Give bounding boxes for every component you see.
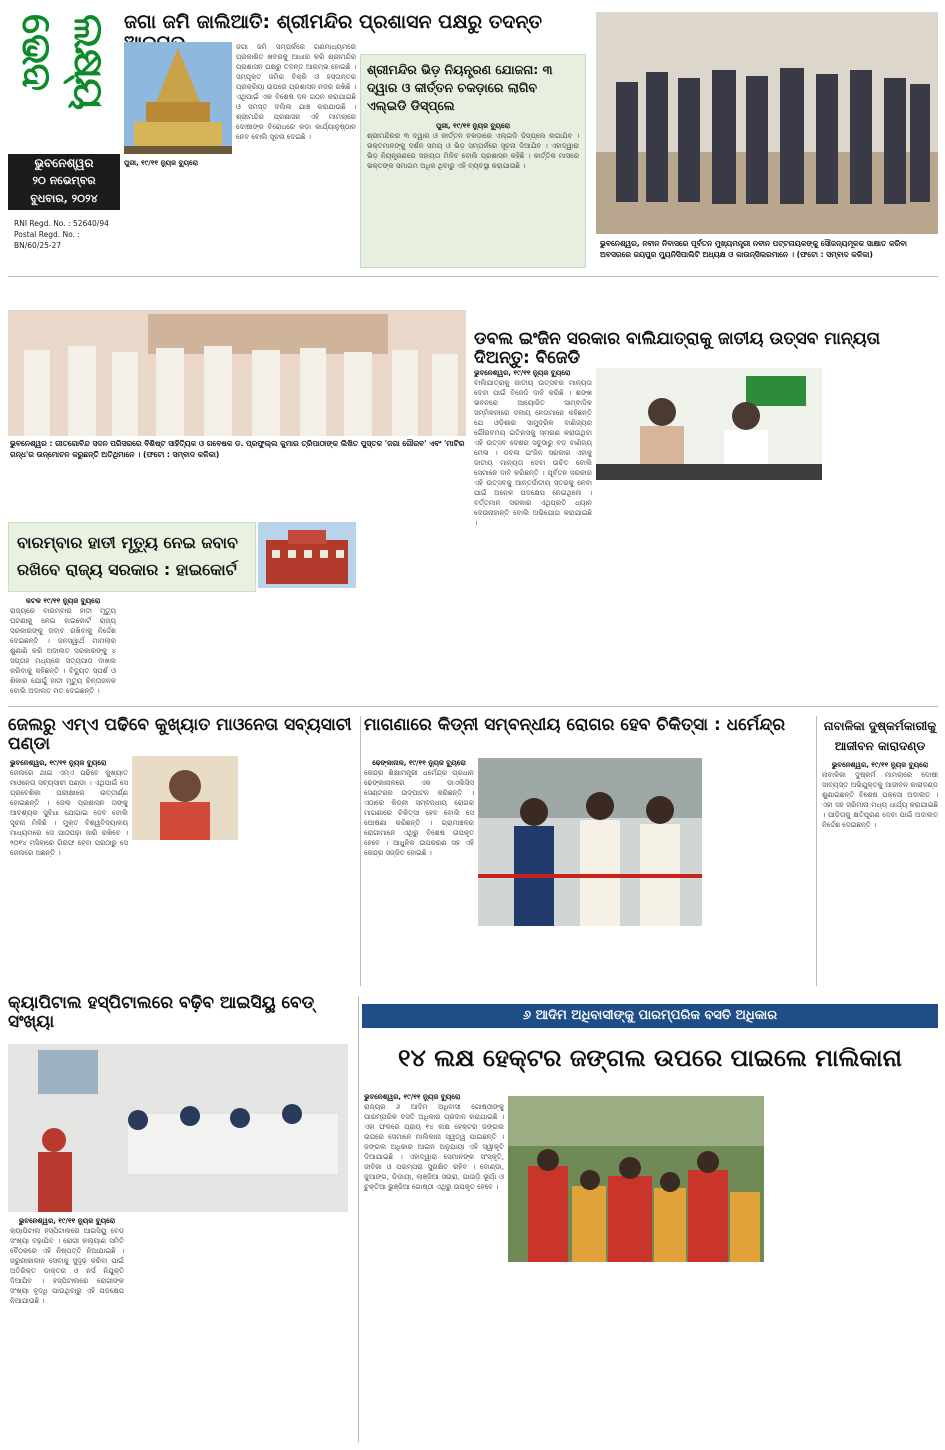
story9-kicker-bar — [362, 1004, 938, 1028]
story3-body-col1: ଭୁବନେଶ୍ୱର, ୧୯/୧୧ ନ୍ୟୁଜ ବ୍ୟୁରୋ ବାଲିଯାତ୍ରାକୁ ଜାତୀୟ ଉତ୍ସବର ମାନ୍ୟତା ଦେବା ପାଇଁ ବିଜେଡି ଦାବି କରିଛି । ଶଙ୍ଖ ଭବନରେ ଆୟୋଜିତ ସାମ୍ବାଦିକ ସମ୍ମିଳନୀରେ ଦଳୀୟ ନେତାମାନେ କହିଛନ୍ତି ଯେ ଓଡ଼ିଶାର ସାମୁଦ୍ରିକ ବାଣିଜ୍ୟର ଗୌରବମୟ ଇତିହାସକୁ ସ୍ମରଣ କରାଉଥିବା ଏହି ଉତ୍ସବ ଦେଶର ସବୁଠାରୁ ବଡ଼ ବାଣିଜ୍ୟ ମେଳା । ଡବଲ ଇଂଜିନ ସରକାର ଏହାକୁ ଜାତୀୟ ମାନ୍ୟତା ଦେବା ଉଚିତ ବୋଲି ସେମାନେ ଦାବି କରିଛନ୍ତି । ପୂର୍ବତନ ସରକାର ଏହି ଉତ୍ସବକୁ ଆନ୍ତର୍ଜାତୀୟ ସ୍ତରକୁ ନେବା ପାଇଁ ଅନେକ ପଦକ୍ଷେପ ନେଇଥିଲେ । ବର୍ତ୍ତମାନ ସରକାର ଏଥିପ୍ରତି ଧ୍ୟାନ ଦେଉନାହାନ୍ତି ବୋଲି ଅଭିଯୋଗ କରାଯାଇଛି । — [474, 369, 592, 527]
story3-headline: ଡବଲ ଇଂଜିନ ସରକାର ବାଲିଯାତ୍ରାକୁ ଜାତୀୟ ଉତ୍ସବ ମାନ୍ୟତା ଦିଅନ୍ତୁ: ବିଜେଡି — [474, 329, 881, 368]
story4-dateline: କଟକ ୧୯/୧୧ ନ୍ୟୁଜ ବ୍ୟୁରୋ — [25, 597, 101, 605]
masthead-date: ୨୦ ନଭେମ୍ବର — [32, 174, 96, 187]
group-photo-naveen-niwas — [596, 12, 938, 234]
masthead-day: ବୁଧବାର, ୨୦୨୪ — [30, 192, 98, 205]
masthead-logo: ଲକ୍ଷ୍ୟ ଭେଦ — [13, 14, 111, 109]
story8-body-col1: ଭୁବନେଶ୍ୱର, ୧୯/୧୧ ନ୍ୟୁଜ ବ୍ୟୁରୋ କ୍ୟାପିଟାଲ ହସ୍ପିଟାଲରେ ଆଇସିୟୁ ବେଡ୍ ସଂଖ୍ୟା ବଢ଼ାଯିବ । ରୋଗୀ କଲ୍ୟାଣ ସମିତି ବୈଠକରେ ଏହି ନିଷ୍ପତ୍ତି ନିଆଯାଇଛି । ଜରୁରୀକାଳୀନ ସେବାକୁ ସୁଦୃଢ଼ କରିବା ପାଇଁ ଅତିରିକ୍ତ ଡାକ୍ତର ଓ ନର୍ସ ନିଯୁକ୍ତି ଦିଆଯିବ । ହସ୍ପିଟାଲରେ ରୋଗୀଙ୍କ ସଂଖ୍ୟା ବୃଦ୍ଧି ପାଉଥିବାରୁ ଏହି ପଦକ୍ଷେପ ନିଆଯାଉଛି । — [10, 1217, 124, 1305]
story7-headline: ନାବାଳିକା ଦୁଷ୍କର୍ମକାରୀକୁ ଆଜୀବନ କାରାଦଣ୍ଡ — [823, 719, 937, 753]
story7-dateline: ଭୁବନେଶ୍ୱର, ୧୯/୧୧ ନ୍ୟୁଜ ବ୍ୟୁରୋ — [831, 761, 929, 769]
story8-body-col3 — [244, 1216, 356, 1440]
story9-headline: ୧୪ ଲକ୍ଷ ହେକ୍ଟର ଜଙ୍ଗଲ ଉପରେ ପାଇଲେ ମାଲିକାନା — [398, 1044, 902, 1072]
story6-dateline: ଢେଙ୍କାନାଳ, ୧୯/୧୧ ନ୍ୟୁଜ ବ୍ୟୁରୋ — [372, 759, 466, 767]
story8-headline: କ୍ୟାପିଟାଲ ହସ୍ପିଟାଲରେ ବଢ଼ିବ ଆଇସିୟୁ ବେଡ୍ ସଂଖ୍ୟା — [8, 993, 315, 1032]
story2-dateline: ପୁରୀ, ୧୯/୧୧ ନ୍ୟୁଜ ବ୍ୟୁରୋ — [435, 122, 511, 130]
sabyasachi-panda-photo — [132, 756, 238, 840]
story9-body-col3 — [636, 1266, 764, 1440]
masthead-place: ଭୁବନେଶ୍ୱର — [34, 156, 94, 170]
story5-headline: ଜେଲରୁ ଏମ୍‌ଏ ପଢିବେ କୁଖ୍ୟାତ ମାଓନେତା ସବ୍ୟସାଚୀ ପଣ୍ଡା — [8, 715, 352, 754]
story1-dateline: ପୁରୀ, ୧୯/୧୧ ନ୍ୟୁଜ ବ୍ୟୁରୋ — [124, 159, 199, 167]
story3-body-col3 — [712, 486, 822, 702]
divider — [360, 716, 361, 986]
divider — [8, 706, 938, 707]
story4-body-col4 — [360, 524, 468, 700]
story6-body-col1: ଢେଙ୍କାନାଳ, ୧୯/୧୧ ନ୍ୟୁଜ ବ୍ୟୁରୋ କେନ୍ଦ୍ର ଶିକ୍ଷାମନ୍ତ୍ରୀ ଧର୍ମେନ୍ଦ୍ର ପ୍ରଧାନ ଢେଙ୍କାନାଳରେ ଏକ ଡାଏଲିସିସ ସେଣ୍ଟରର ଉଦ୍‌ଘାଟନ କରିଛନ୍ତି । ଏଠାରେ କିଡ୍‌ନୀ ସମ୍ବନ୍ଧୀୟ ରୋଗର ମାଗଣାରେ ଚିକିତ୍ସା ହେବ ବୋଲି ସେ ଘୋଷଣା କରିଛନ୍ତି । ଗ୍ରାମାଞ୍ଚଳର ରୋଗୀମାନେ ଏଥିରୁ ବିଶେଷ ଉପକୃତ ହେବେ । ଆଧୁନିକ ଉପକରଣ ସହ ଏହି କେନ୍ଦ୍ର ସଜ୍ଜିତ ହୋଇଛି । — [364, 759, 474, 857]
story5-body-col1: ଭୁବନେଶ୍ୱର, ୧୯/୧୧ ନ୍ୟୁଜ ବ୍ୟୁରୋ ଜେଲରେ ଥାଇ ଏମ୍‌ଏ ପଢିବେ କୁଖ୍ୟାତ ମାଓନେତା ସବ୍ୟସାଚୀ ପଣ୍ଡା । ଏଥିପାଇଁ ସେ ପ୍ରବେଶିକା ପରୀକ୍ଷାରେ ଉତ୍ତୀର୍ଣ୍ଣ ହୋଇଛନ୍ତି । ଜେଲ ପ୍ରଶାସନ ତାଙ୍କୁ ଆବଶ୍ୟକ ସୁବିଧା ଯୋଗାଇ ଦେବ ବୋଲି ସୂଚନା ମିଳିଛି । ମୁକ୍ତ ବିଶ୍ୱବିଦ୍ୟାଳୟ ମାଧ୍ୟମରେ ସେ ପାଠପଢ଼ା ଜାରି ରଖିବେ । ୨୦୧୪ ମସିହାରେ ଗିରଫ ହେବା ପରଠାରୁ ସେ ଜେଲରେ ଅଛନ୍ତି । — [10, 759, 128, 857]
photo2-caption: ଭୁବନେଶ୍ୱର : ଗୀତଗୋବିନ୍ଦ ସଦନ ପରିସରରେ ବିଶିଷ୍ଟ ସାହିତ୍ୟିକ ଓ ଗବେଷକ ଡ. ପ୍ରଫୁଲ୍ଲ କୁମାର ତ୍ରିପାଠୀଙ୍କ ଲିଖିତ ପୁସ୍ତକ 'ଜଗା ଗୌରବ' ଏବଂ 'ମାଟିର ଗନ୍ଧ'ର ଉନ୍ମୋଚନ କରୁଛନ୍ତି ଅତିଥିମାନେ । (ଫଟୋ : ସମ୍ବାଦ କଳିକା) — [10, 439, 465, 459]
story4-body-col1: କଟକ ୧୯/୧୧ ନ୍ୟୁଜ ବ୍ୟୁରୋ ରାଜ୍ୟରେ ବାରମ୍ବାର ହାତୀ ମୃତ୍ୟୁ ଘଟଣାକୁ ନେଇ ହାଇକୋର୍ଟ ରାଜ୍ୟ ସରକାରଙ୍କୁ ଜବାବ ରଖିବାକୁ ନିର୍ଦ୍ଦେଶ ଦେଇଛନ୍ତି । ଜନସ୍ୱାର୍ଥ ମାମଲାର ଶୁଣାଣି କରି ଅଦାଲତ ସରକାରଙ୍କୁ ୪ ସପ୍ତାହ ମଧ୍ୟରେ ସତ୍ୟପାଠ ଦାଖଲ କରିବାକୁ କହିଛନ୍ତି । ବିଦ୍ୟୁତ ସ୍ପର୍ଶ ଓ ଶିକାର ଯୋଗୁଁ ହାତୀ ମୃତ୍ୟୁ ଚିନ୍ତାଜନକ ବୋଲି ଅଦାଲତ ମତ ଦେଇଛନ୍ତି । — [10, 597, 116, 695]
story9-body-col2 — [508, 1266, 632, 1440]
temple-photo — [124, 42, 232, 154]
story5-dateline: ଭୁବନେଶ୍ୱର, ୧୯/୧୧ ନ୍ୟୁଜ ବ୍ୟୁରୋ — [10, 759, 107, 767]
story1-body-col2 — [124, 158, 356, 268]
story5-body-col2 — [244, 758, 358, 984]
story2-body: ପୁରୀ, ୧୯/୧୧ ନ୍ୟୁଜ ବ୍ୟୁରୋ ଶ୍ରୀମନ୍ଦିରର ୩ ଦ୍ୱାର ଓ କୀର୍ତ୍ତନ ଚକଡ଼ାରେ ଏଲ୍‌ଇଡି ଡିସ୍‌ପ୍ଲେ ଲଗାଯିବ । ଭକ୍ତମାନଙ୍କୁ ଦର୍ଶନ ସମୟ ଓ ଭିଡ଼ ସମ୍ପର୍କରେ ସୂଚନା ଦିଆଯିବ । ଏହାଦ୍ୱାରା ଭିଡ଼ ନିୟନ୍ତ୍ରଣରେ ସହାୟତା ମିଳିବ ବୋଲି ପ୍ରଶାସନ କହିଛି । କାର୍ତ୍ତିକ ମାସରେ ଭକ୍ତଙ୍କ ସମାଗମ ଅଧିକ ଥିବାରୁ ଏହି ବ୍ୟବସ୍ଥା କରାଯାଉଛି । — [367, 122, 579, 170]
story7-body: ଭୁବନେଶ୍ୱର, ୧୯/୧୧ ନ୍ୟୁଜ ବ୍ୟୁରୋ ନାବାଳିକା ଦୁଷ୍କର୍ମ ମାମଲାରେ ଦୋଷୀ ସାବ୍ୟସ୍ତ ଅଭିଯୁକ୍ତକୁ ଆଜୀବନ କାରାଦଣ୍ଡ ଶୁଣାଇଛନ୍ତି ବିଶେଷ ପକ୍ସୋ ଅଦାଲତ । ଏହା ସହ ଜରିମାନା ମଧ୍ୟ ଧାର୍ଯ୍ୟ କରାଯାଇଛି । ପୀଡ଼ିତାକୁ କ୍ଷତିପୂରଣ ଦେବା ପାଇଁ ଅଦାଲତ ନିର୍ଦ୍ଦେଶ ଦେଇଛନ୍ତି । — [822, 761, 938, 829]
divider — [8, 276, 938, 277]
story4-body-col3 — [242, 596, 356, 698]
story9-dateline: ଭୁବନେଶ୍ୱର, ୧୯/୧୧ ନ୍ୟୁଜ ବ୍ୟୁରୋ — [364, 1093, 461, 1101]
story9-body-col4 — [768, 1092, 938, 1440]
story9-body-col1: ଭୁବନେଶ୍ୱର, ୧୯/୧୧ ନ୍ୟୁଜ ବ୍ୟୁରୋ ରାଜ୍ୟର ୬ ଆଦିମ ଅଧିବାସୀ ଗୋଷ୍ଠୀଙ୍କୁ ପାରମ୍ପରିକ ବସତି ଅଧିକାର ପ୍ରଦାନ କରାଯାଇଛି । ଏହା ଫଳରେ ପ୍ରାୟ ୧୪ ଲକ୍ଷ ହେକ୍ଟର ଜଙ୍ଗଲ ଉପରେ ସେମାନେ ମାଲିକାନା ସ୍ୱତ୍ୱ ପାଇଛନ୍ତି । ଜଙ୍ଗଲ ଅଧିକାର ଆଇନ ଅନୁଯାୟୀ ଏହି ସ୍ୱୀକୃତି ଦିଆଯାଇଛି । ଏହାଦ୍ୱାରା ସେମାନଙ୍କ ସଂସ୍କୃତି, ଜୀବିକା ଓ ପରମ୍ପରା ସୁରକ୍ଷିତ ରହିବ । ବୋଣ୍ଡା, ଜୁଆଙ୍ଗ, ଡିଡାୟୀ, ଲାଞ୍ଜିଆ ସଉରା, ପାଉଡ଼ି ଭୂୟାଁ ଓ ଚୁକ୍ତିଆ ଭୁଞ୍ଜିଆ ଗୋଷ୍ଠୀ ଏଥିରୁ ଉପକୃତ ହେବେ । — [364, 1093, 504, 1191]
story6-headline: ମାଗଣାରେ କିଡ୍‌ନୀ ସମ୍ବନ୍ଧୀୟ ରୋଗର ହେବ ଚିକିତ୍ସା : ଧର୍ମେନ୍ଦ୍ର — [364, 715, 786, 735]
dialysis-inauguration-photo — [478, 758, 702, 926]
story5-body-col3 — [132, 844, 238, 984]
story2-headline: ଶ୍ରୀମନ୍ଦିର ଭିଡ଼ ନିୟନ୍ତ୍ରଣ ଯୋଜନା: ୩ ଦ୍ୱାର ଓ କୀର୍ତ୍ତନ ଚକଡ଼ାରେ ଲାଗିବ ଏଲ୍‌ଇଡି ଡିସ୍‌ପ୍ଲେ — [367, 62, 553, 113]
story3-body-col2 — [596, 486, 708, 702]
masthead — [8, 8, 120, 270]
story3-dateline: ଭୁବନେଶ୍ୱର, ୧୯/୧୧ ନ୍ୟୁଜ ବ୍ୟୁରୋ — [474, 369, 571, 377]
story4-headline: ବାରମ୍ବାର ହାତୀ ମୃତ୍ୟୁ ନେଇ ଜବାବ ରଖିବେ ରାଜ୍ୟ ସରକାର : ହାଇକୋର୍ଟ — [17, 533, 238, 579]
book-release-photo — [8, 310, 466, 436]
photo1-caption: ଭୁବନେଶ୍ୱର, ନବୀନ ନିବାସରେ ପୂର୍ବତନ ମୁଖ୍ୟମନ୍ତ୍ରୀ ନବୀନ ପଟ୍ଟନାୟକଙ୍କୁ ସୌଜନ୍ୟମୂଳକ ସାକ୍ଷାତ କରିବା ଅବସରରେ ଜୟପୁର ମ୍ୟୁନିସିପାଲିଟି ଅଧ୍ୟକ୍ଷ ଓ କାଉନ୍‌ସିଲରମାନେ । (ଫଟୋ : ସମ୍ବାଦ କଳିକା) — [600, 239, 908, 259]
masthead-date-box — [8, 154, 120, 210]
story6-body-col4 — [706, 758, 814, 984]
divider — [358, 996, 359, 1442]
story6-body-col3 — [592, 930, 702, 984]
story1-headline: ଜଗା ଜମି ଜାଲିଆତି: ଶ୍ରୀମନ୍ଦିର ପ୍ରଶାସନ ପକ୍ଷରୁ ତଦନ୍ତ — [124, 11, 543, 33]
bjd-press-photo — [596, 368, 822, 480]
story2-box — [360, 54, 586, 268]
story8-body-col2 — [128, 1216, 240, 1440]
story4-header-box — [8, 522, 256, 592]
divider — [816, 716, 817, 986]
masthead-rni: RNI Regd. No. : 52640/94 Postal Regd. No. : BN/60/25-27 — [14, 219, 109, 250]
story6-body-col2 — [478, 930, 588, 984]
story1-body: ଜଗା ଜମି ସମ୍ପର୍କରେ ଗଣମାଧ୍ୟମରେ ପ୍ରକାଶିତ ଖବରକୁ ଆଧାର କରି ଶ୍ରୀମନ୍ଦିର ପ୍ରଶାସନ ପକ୍ଷରୁ ତଦନ୍ତ ଆରମ୍ଭ ହୋଇଛି । ସମ୍ପୃକ୍ତ ଜମିର ବିକ୍ରି ଓ ହସ୍ତାନ୍ତର ପ୍ରକ୍ରିୟା ଉପରେ ପ୍ରଶାସନ ନଜର ରଖିଛି । ଏଥିପାଇଁ ଏକ ବିଶେଷ ଦଳ ଗଠନ କରାଯାଇଛି ଓ ସମସ୍ତ ଦଲିଲ ଯାଞ୍ଚ କରାଯାଉଛି । ଶ୍ରୀମନ୍ଦିର ପ୍ରଶାସନ ଏହି ମାମଲାରେ ଦୋଷୀଙ୍କ ବିରୋଧରେ କଡ଼ା କାର୍ଯ୍ୟାନୁଷ୍ଠାନ ନେବ ବୋଲି ସୂଚନା ଦେଇଛି । — [236, 43, 356, 141]
tribal-women-photo — [508, 1096, 764, 1262]
high-court-photo — [258, 522, 356, 588]
story4-body-col2 — [120, 596, 238, 698]
story8-dateline: ଭୁବନେଶ୍ୱର, ୧୯/୧୧ ନ୍ୟୁଜ ବ୍ୟୁରୋ — [18, 1217, 116, 1225]
story9-kicker: ୬ ଆଦିମ ଅଧିବାସୀଙ୍କୁ ପାରମ୍ପରିକ ବସତି ଅଧିକାର — [522, 1008, 778, 1023]
story3-body-col4 — [826, 368, 938, 702]
capital-hospital-meeting-photo — [8, 1044, 348, 1212]
